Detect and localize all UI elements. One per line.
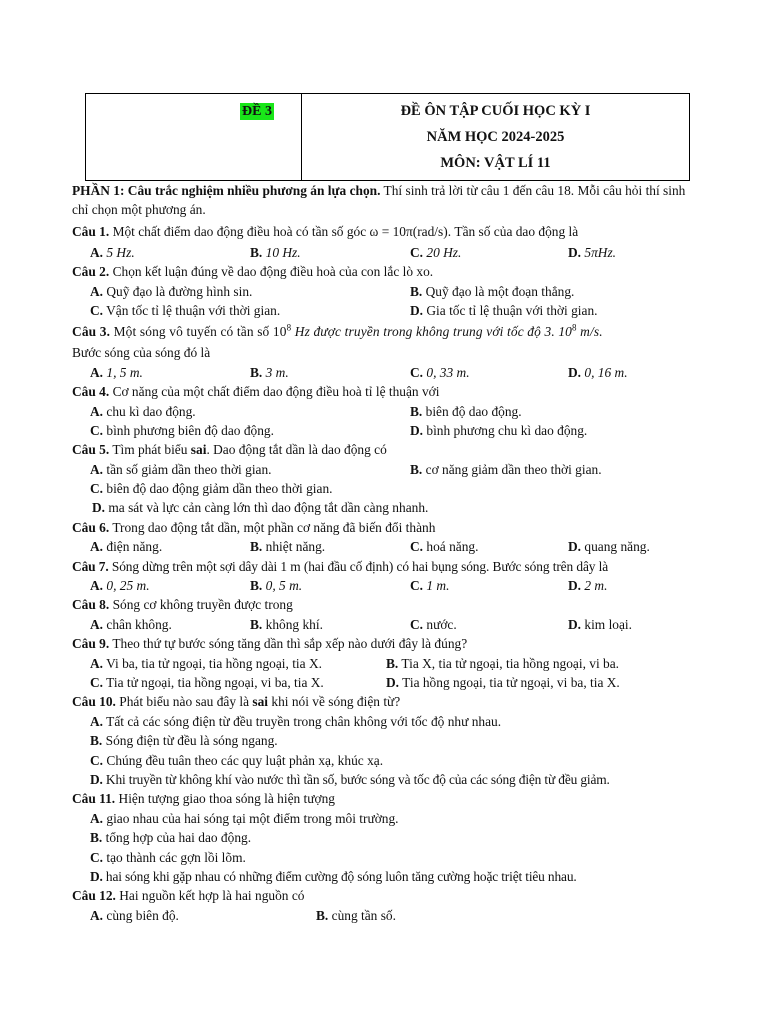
question-6 xyxy=(72,518,702,537)
option-b: B. tổng hợp của hai dao động. xyxy=(90,830,252,846)
question-number: Câu 7. xyxy=(72,558,109,574)
question-2-options-row1 xyxy=(72,282,702,301)
question-4-options-row1 xyxy=(72,402,702,421)
option-d: D. 5πHz. xyxy=(568,244,617,260)
option-c: C. 1 m. xyxy=(410,578,450,594)
option-c: C. Tia tử ngoại, tia hồng ngoại, vi ba, tia X. xyxy=(90,675,324,690)
question-5-options-row1 xyxy=(72,460,702,479)
question-7 xyxy=(72,557,702,576)
option-d: D. Gia tốc tỉ lệ thuận với thời gian. xyxy=(410,302,598,318)
option-b: B. nhiệt năng. xyxy=(250,539,326,555)
header-left-cell xyxy=(86,94,302,180)
option-d: D. quang năng. xyxy=(568,539,650,555)
question-number: Câu 5. xyxy=(72,442,110,458)
header-table xyxy=(85,93,690,181)
question-12-options xyxy=(72,906,702,925)
option-d: D. Khi truyền từ không khí vào nước thì tần số, bước sóng và tốc độ của các sóng điện từ đều giảm. xyxy=(90,771,610,787)
option-a: A. 0, 25 m. xyxy=(90,578,150,594)
question-11 xyxy=(72,789,702,808)
question-number: Câu 10. xyxy=(72,694,116,710)
option-c: C. bình phương biên độ dao động. xyxy=(90,422,274,438)
question-number: Câu 6. xyxy=(72,519,110,535)
option-b: B. biên độ dao động. xyxy=(410,403,522,419)
question-text: Hiện tượng giao thoa sóng là hiện tượng xyxy=(115,791,336,807)
question-4 xyxy=(72,382,702,401)
option-b: B. cùng tần số. xyxy=(316,907,396,923)
option-c: C. biên độ dao động giảm dần theo thời gian. xyxy=(90,481,333,497)
question-text: Trong dao động tắt dần, một phần cơ năng đã biến đổi thành xyxy=(109,519,436,535)
question-2-options-row2 xyxy=(72,301,702,320)
option-c: C. 20 Hz. xyxy=(410,244,462,260)
option-a: A. chân không. xyxy=(90,616,172,632)
subject: MÔN: VẬT LÍ 11 xyxy=(440,155,551,171)
question-9-options-row2 xyxy=(72,673,702,692)
question-number: Câu 12. xyxy=(72,888,116,904)
option-a: A. cùng biên độ. xyxy=(90,907,179,923)
option-a: A. chu kì dao động. xyxy=(90,403,196,419)
option-a: A. 5 Hz. xyxy=(90,244,135,260)
section-title: PHẦN 1: Câu trắc nghiệm nhiều phương án lựa chọn. xyxy=(72,183,381,198)
option-b: B. Sóng điện từ đều là sóng ngang. xyxy=(90,733,278,749)
option-d: D. 0, 16 m. xyxy=(568,364,628,380)
option-a: A. điện năng. xyxy=(90,539,163,555)
question-text: Sóng cơ không truyền được trong xyxy=(109,597,293,613)
question-text: Theo thứ tự bước sóng tăng dần thì sắp xếp nào dưới đây là đúng? xyxy=(109,636,468,652)
question-text: Sóng dừng trên một sợi dây dài 1 m (hai đầu cố định) có hai bụng sóng. Bước sóng trên dây là xyxy=(108,558,609,574)
option-d: D. kim loại. xyxy=(568,616,632,632)
question-text: Một chất điểm dao động điều hoà có tần số góc ω = 10π(rad/s). Tần số của dao động là xyxy=(109,223,579,239)
option-c: C. Vận tốc tỉ lệ thuận với thời gian. xyxy=(90,302,281,318)
option-c: C. hoá năng. xyxy=(410,539,479,555)
question-text: Hai nguồn kết hợp là hai nguồn có xyxy=(115,888,305,904)
header-right-cell xyxy=(302,94,689,180)
option-b: B. Quỹ đạo là một đoạn thẳng. xyxy=(410,283,575,299)
section-intro xyxy=(72,181,702,220)
question-number: Câu 8. xyxy=(72,597,110,613)
question-number: Câu 1. xyxy=(72,223,110,239)
option-a: A. tần số giảm dần theo thời gian. xyxy=(90,461,272,477)
option-a: A. giao nhau của hai sóng tại một điểm trong môi trường. xyxy=(90,810,399,826)
option-d: D. hai sóng khi gặp nhau có những điểm cường độ sóng luôn tăng cường hoặc triệt tiêu nhau. xyxy=(90,868,577,884)
question-9-options-row1 xyxy=(72,654,702,673)
question-number: Câu 9. xyxy=(72,636,110,652)
option-c: C. tạo thành các gợn lồi lõm. xyxy=(90,849,246,865)
exam-title: ĐỀ ÔN TẬP CUỐI HỌC KỲ I xyxy=(400,103,591,119)
question-text: Chọn kết luận đúng về dao động điều hoà của con lắc lò xo. xyxy=(109,264,434,280)
exam-content xyxy=(72,181,702,925)
question-7-options xyxy=(72,576,702,595)
question-1-options xyxy=(72,243,702,262)
question-text: Cơ năng của một chất điểm dao động điều hoà tỉ lệ thuận với xyxy=(109,384,440,400)
question-number: Câu 3. xyxy=(72,324,111,340)
option-d: D. 2 m. xyxy=(568,578,608,594)
option-b: B. 3 m. xyxy=(250,364,289,380)
option-a: A. Quỹ đạo là đường hình sin. xyxy=(90,283,253,299)
option-c: C. Chúng đều tuân theo các quy luật phản xạ, khúc xạ. xyxy=(90,752,384,768)
section-instructions: Thí sinh trả lời từ câu 1 đến câu 18. Mỗi câu hỏi thí sinh chỉ chọn một phương án. xyxy=(72,183,686,218)
option-a: A. Vi ba, tia tử ngoại, tia hồng ngoại, tia X. xyxy=(90,655,322,671)
school-year: NĂM HỌC 2024-2025 xyxy=(426,129,565,145)
option-c: C. nước. xyxy=(410,616,457,632)
option-b: B. cơ năng giảm dần theo thời gian. xyxy=(410,461,602,477)
question-number: Câu 11. xyxy=(72,791,116,807)
option-d: D. Tia hồng ngoại, tia tử ngoại, vi ba, tia X. xyxy=(386,675,620,690)
question-8-options xyxy=(72,615,702,634)
question-10: Câu 10. Phát biểu nào sau đây là sai khi nói về sóng điện từ? xyxy=(72,694,401,710)
question-3-options xyxy=(72,363,702,382)
option-b: B. 10 Hz. xyxy=(250,244,301,260)
question-8 xyxy=(72,595,702,614)
option-d: D. bình phương chu kì dao động. xyxy=(410,422,588,438)
option-b: B. 0, 5 m. xyxy=(250,578,303,594)
question-1 xyxy=(72,220,702,243)
option-d: D. ma sát và lực cản càng lớn thì dao động tắt dần càng nhanh. xyxy=(92,500,429,516)
option-b: B. Tia X, tia tử ngoại, tia hồng ngoại, vi ba. xyxy=(386,655,620,671)
question-4-options-row2 xyxy=(72,421,702,440)
exam-code: ĐỀ 3 xyxy=(242,104,272,119)
option-a: A. 1, 5 m. xyxy=(90,364,143,380)
question-number: Câu 4. xyxy=(72,384,110,400)
question-6-options xyxy=(72,537,702,556)
question-9 xyxy=(72,634,702,653)
question-5: Câu 5. Tìm phát biểu sai. Dao động tắt dần là dao động có xyxy=(72,442,387,458)
question-12 xyxy=(72,886,702,905)
question-2 xyxy=(72,262,702,281)
option-c: C. 0, 33 m. xyxy=(410,364,470,380)
question-3-line2: Bước sóng của sóng đó là xyxy=(72,345,211,361)
option-a: A. Tất cả các sóng điện từ đều truyền trong chân không với tốc độ như nhau. xyxy=(90,713,502,729)
question-3: Câu 3. Một sóng vô tuyến có tần số $10^8$ Hz được truyền trong không trung với tốc độ 3. $10^8$ m/s. xyxy=(72,322,603,340)
option-b: B. không khí. xyxy=(250,616,323,632)
question-number: Câu 2. xyxy=(72,264,110,280)
